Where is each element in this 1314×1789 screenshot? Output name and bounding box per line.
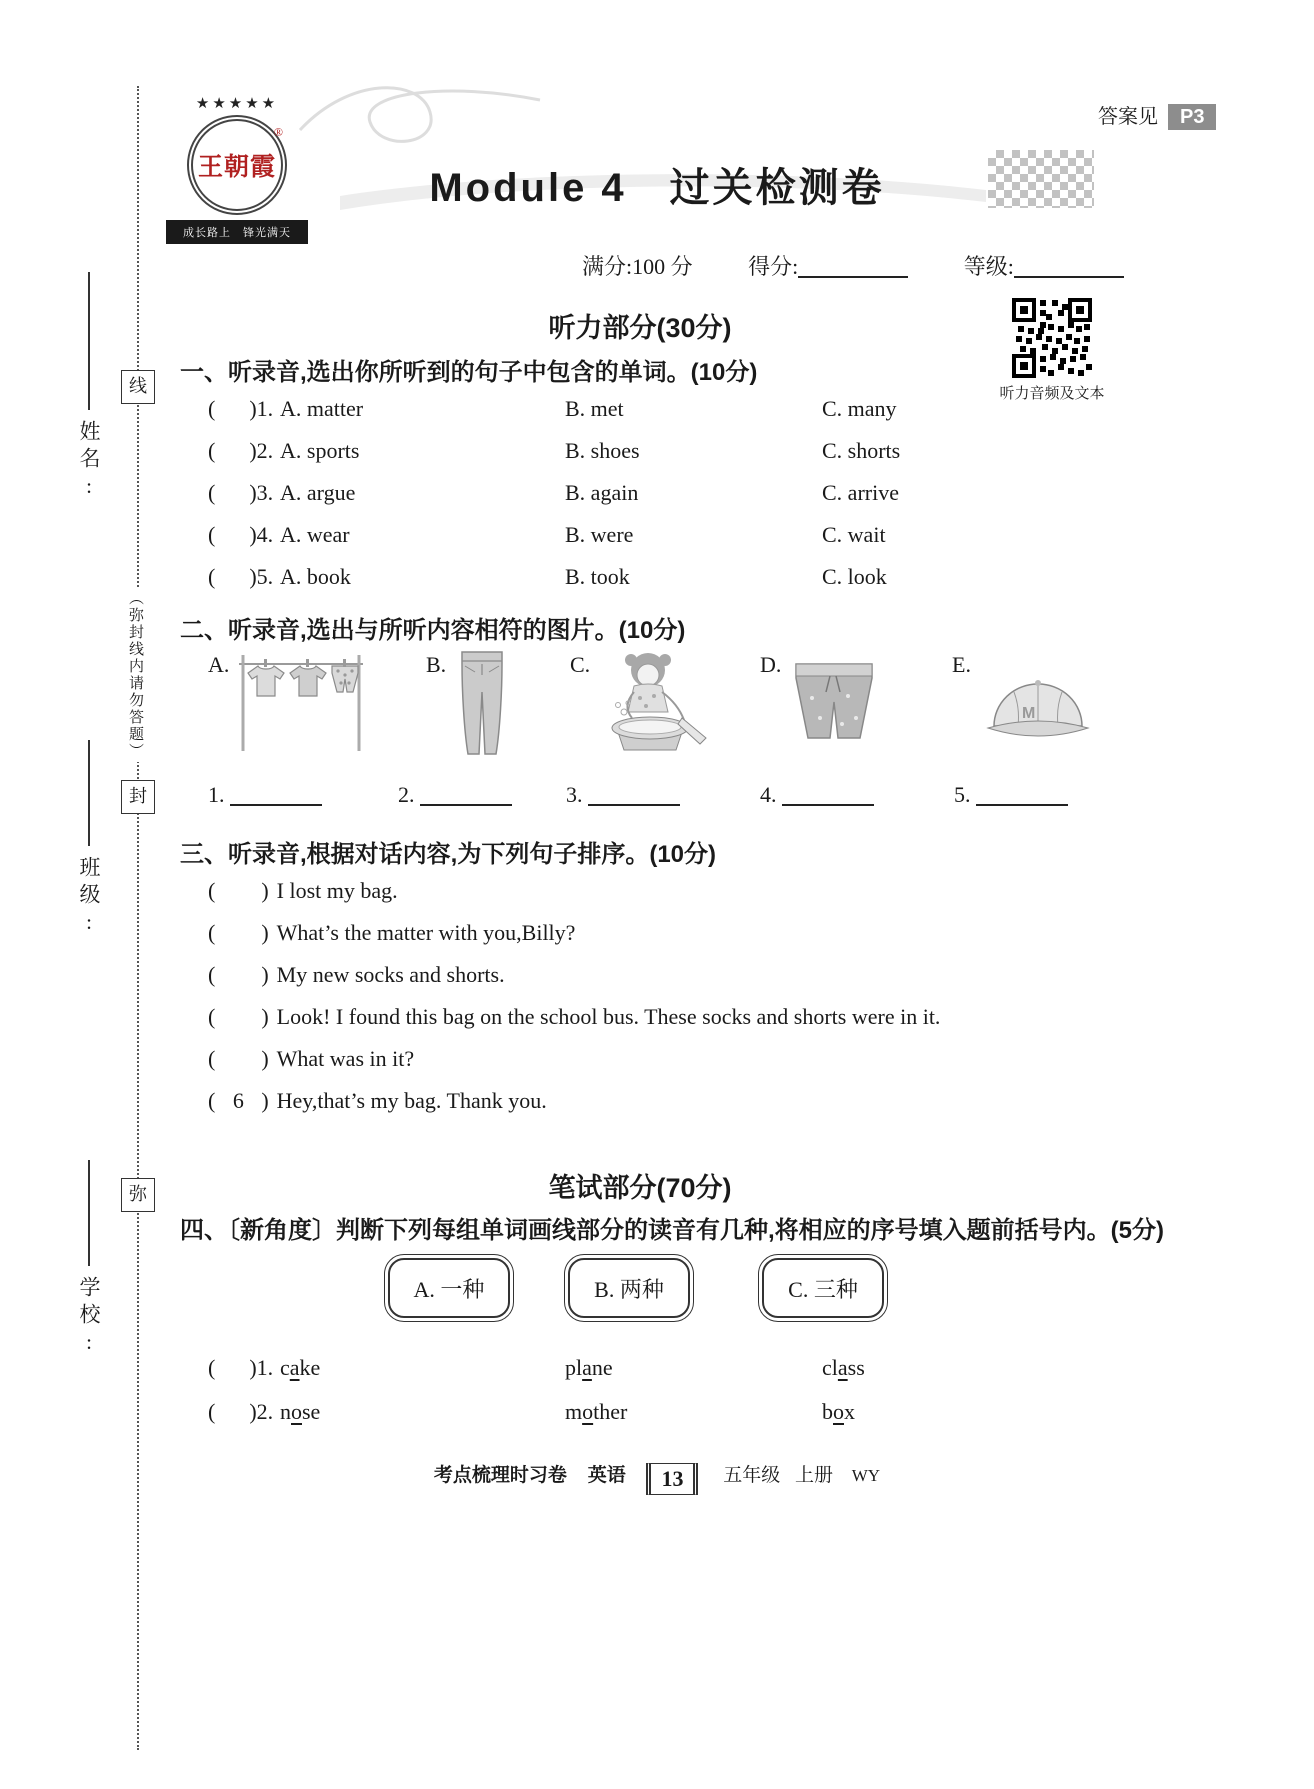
cap-image [982,668,1094,750]
q4-stem-prefix: 四、 [180,1217,228,1244]
figure-label-c: C. [570,652,591,677]
q2-answer-5 [954,782,1068,808]
bracket: ( [208,1004,216,1029]
q1-stem: 一、听录音,选出你所听到的句子中包含的单词。(10分) [180,359,758,386]
bracket: ( [208,1088,216,1113]
q4-row [208,1346,1128,1390]
q2-answer-2 [398,782,512,808]
option-b[interactable]: B. were [565,522,634,547]
bracket: ( [208,522,216,547]
option-c[interactable]: C. wait [822,522,886,547]
bracket: ( [208,480,216,505]
q4-words [208,1346,1128,1434]
word-part: cl [822,1355,838,1380]
grade-blank[interactable] [1014,254,1124,278]
word-part: se [302,1399,321,1424]
trousers-image [452,648,512,760]
logo-circle [187,115,287,215]
sentence: Hey,that’s my bag. Thank you. [276,1088,547,1113]
sentence: Look! I found this bag on the school bus. These socks and shorts were in it. [276,1004,941,1029]
sentence: What’s the matter with you,Billy? [276,920,576,945]
underlined-letter: o [833,1399,844,1424]
word-part: ss [847,1355,865,1380]
word-part: n [280,1399,291,1424]
option-c[interactable]: C. look [822,564,887,589]
listening-section-heading: 听力部分(30分) [548,313,732,343]
bracket: ( [208,962,216,987]
seal-marker-feng: 封 [121,780,155,814]
bracket: ) [261,1088,269,1113]
underlined-letter: o [582,1399,594,1424]
logo-ribbon-slogan: 成长路上 锋光满天 [166,220,308,244]
answer-blank[interactable] [230,782,322,806]
q1-options [208,388,1128,598]
item-number: 1. [256,396,274,421]
option-b[interactable]: B. shoes [565,438,640,463]
bracket: ( [208,920,216,945]
seal-marker-mi: 弥 [121,1178,155,1212]
qr-caption: 听力音频及文本 [999,385,1105,402]
footer-subject: 英语 [587,1465,626,1486]
blank-number: 2. [398,782,415,807]
option-c[interactable]: C. many [822,396,897,421]
brand-logo [166,94,308,244]
q2-answer-1 [208,782,322,808]
bracket: ) [249,564,257,589]
option-a[interactable]: A. matter [280,396,364,421]
word [565,1399,822,1425]
grade-field [964,254,1124,279]
bracket: ) [261,878,269,903]
answer-blank[interactable] [588,782,680,806]
seal-notice-text: （弥封线内请勿答题） [125,588,146,762]
sentence: What was in it? [276,1046,415,1071]
badge-option-c: C. 三种 [762,1258,884,1318]
answer-ref-label: 答案见 [1098,106,1158,128]
word-part: ne [591,1355,613,1380]
option-a[interactable]: A. wear [280,522,350,547]
q1-row [208,514,1128,556]
word [280,1399,565,1425]
bracket: ) [261,1046,269,1071]
sentence: I lost my bag. [276,878,398,903]
bracket: ) [249,1399,257,1424]
school-label: 学校: [77,1276,101,1360]
word-part: pl [565,1355,583,1380]
q4-stem-tag: 〔新角度〕 [228,1217,336,1244]
score-field [748,254,908,279]
q3-row [208,1038,1158,1080]
option-c[interactable]: C. shorts [822,438,901,463]
answer-blank[interactable] [976,782,1068,806]
school-blank-line[interactable] [88,1160,90,1266]
q1-row [208,430,1128,472]
clothesline-image [236,650,366,755]
class-blank-line[interactable] [88,740,90,846]
footer-grade: 五年级 [723,1465,781,1486]
item-number: 2. [256,1399,274,1424]
q3-row [208,912,1158,954]
shorts-image [790,658,878,746]
option-b[interactable]: B. again [565,480,639,505]
bracket: ) [261,962,269,987]
name-label: 姓名: [77,420,101,504]
q1-row [208,472,1128,514]
bracket: ) [249,438,257,463]
bracket: ) [249,1355,257,1380]
q4-row [208,1390,1128,1434]
footer-edition: WY [851,1466,881,1485]
blank-number: 3. [566,782,583,807]
badge-option-b: B. 两种 [568,1258,690,1318]
footer-series: 考点梳理时习卷 [433,1465,567,1486]
answer-reference [1098,100,1216,129]
girl-washing-image [598,648,716,760]
score-label: 得分: [748,254,799,279]
seal-dotted-line [137,86,139,1750]
word-part: b [822,1399,833,1424]
q3-row [208,954,1158,996]
bracket: ( [208,1046,216,1071]
item-number: 3. [256,480,274,505]
word-part: ther [593,1399,628,1424]
bracket: ) [261,1004,269,1029]
underlined-letter: a [582,1355,592,1380]
name-blank-line[interactable] [88,272,90,410]
q3-row [208,996,1158,1038]
badge-option-a: A. 一种 [388,1258,510,1318]
underlined-letter: a [837,1355,848,1380]
brand-name: 王朝霞 [197,153,276,181]
page-title: Module 4 过关检测卷 [429,166,885,210]
footer-volume: 上册 [794,1465,833,1486]
item-number: 1. [256,1355,274,1380]
q4-stem-text: 判断下列每组单词画线部分的读音有几种,将相应的序号填入题前括号内。(5分) [336,1217,1164,1244]
word-part: m [565,1399,583,1424]
figure-label-a: A. [208,652,230,677]
option-b[interactable]: B. took [565,564,630,589]
q2-answer-4 [760,782,874,808]
cap-letter: M [1022,705,1036,722]
bracket: ( [208,1355,216,1380]
option-a[interactable]: A. sports [280,438,360,463]
full-score-label: 满分:100 分 [582,254,693,279]
word-part: c [280,1355,290,1380]
answer-blank[interactable] [782,782,874,806]
item-number: 4. [256,522,274,547]
bracket: ( [208,438,216,463]
qr-code [1012,298,1092,378]
q3-sentences [208,870,1158,1122]
bracket: ( [208,396,216,421]
option-b[interactable]: B. met [565,396,624,421]
seal-marker-xian: 线 [121,370,155,404]
q3-stem: 三、听录音,根据对话内容,为下列句子排序。(10分) [180,841,717,868]
blank-number: 4. [760,782,777,807]
word-part: ke [299,1355,321,1380]
option-c[interactable]: C. arrive [822,480,899,505]
score-blank[interactable] [798,254,908,278]
q1-row [208,388,1128,430]
item-number: 5. [256,564,274,589]
q2-answer-3 [566,782,680,808]
figure-label-b: B. [426,652,447,677]
answer-ref-page-badge: P3 [1168,104,1216,130]
bracket: ) [249,396,257,421]
q1-row [208,556,1128,598]
bracket: ) [261,920,269,945]
sentence: My new socks and shorts. [276,962,505,987]
word [565,1355,822,1381]
score-line [582,250,1124,281]
word [822,1355,1128,1381]
word [280,1355,565,1381]
bracket: ( [208,564,216,589]
q3-row [208,870,1158,912]
page-footer [0,1460,1314,1495]
answer-blank[interactable] [420,782,512,806]
option-a[interactable]: A. book [280,564,351,589]
blank-number: 5. [954,782,971,807]
word [822,1399,1128,1425]
bracket: ( [208,1399,216,1424]
figure-label-e: E. [952,652,971,677]
page-number: 13 [646,1463,698,1495]
q2-stem: 二、听录音,选出与所听内容相符的图片。(10分) [180,617,686,644]
written-section-heading: 笔试部分(70分) [548,1173,732,1203]
item-number: 2. [256,438,274,463]
figure-label-d: D. [760,652,782,677]
option-a[interactable]: A. argue [280,480,356,505]
class-label: 班级: [77,856,101,940]
blank-number: 1. [208,782,225,807]
registered-mark: ® [273,125,283,139]
underlined-letter: a [289,1355,300,1380]
bracket: ) [249,480,257,505]
word-part: x [844,1399,855,1424]
q4-stem [180,1210,1164,1245]
bracket: ( [208,878,216,903]
bracket: ) [249,522,257,547]
answer-bracket[interactable]: 6 [232,1088,244,1113]
q3-row [208,1080,1158,1122]
grade-label: 等级: [963,254,1014,279]
underlined-letter: o [291,1399,302,1424]
logo-stars: ★★★★★ [195,96,279,112]
